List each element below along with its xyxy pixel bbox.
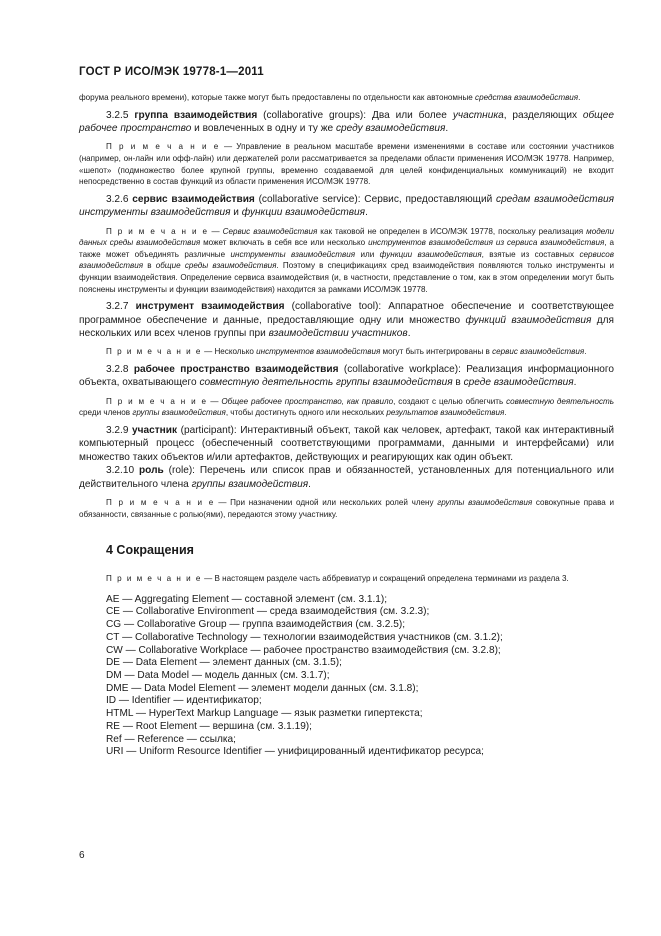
abbreviation-item: CG — Collaborative Group — группа взаимодействия (см. 3.2.5); xyxy=(106,619,406,631)
abbreviation-item: DM — Data Model — модель данных (см. 3.1.7); xyxy=(106,670,330,681)
document-body xyxy=(79,92,614,759)
abbreviation-item: CE — Collaborative Environment — среда взаимодействия (см. 3.2.3); xyxy=(106,606,430,618)
note-3-2-8: П р и м е ч а н и е — Общее рабочее пространство, как правило, создают с целью облегчить совместную деятельность среди членов группы взаимодействия, чтобы достигнуть одного или нескольких результатов взаимодействия. xyxy=(79,396,615,418)
abbreviation-item: ID — Identifier — идентификатор; xyxy=(106,695,262,707)
term-3-2-6: 3.2.6 сервис взаимодействия (collaborative service): Сервис, предоставляющий средам взаимодействия инструменты взаимодействия и функции взаимодействия. xyxy=(79,193,614,219)
abbreviation-item: DE — Data Element — элемент данных (см. 3.1.5); xyxy=(106,657,342,669)
note-3-2-5: П р и м е ч а н и е — Управление в реальном масштабе времени изменениями в составе или состоянии участников (например, он-лайн или офф-лайн) или держателей роли рассматривается за пределами области применения ИСО/МЭК 19778. Например, «шепот» (подмножество более крупной группы, временно создаваемой для целей конфиденциальных коммуникаций) не входит непосредственно в состав функций из области применения ИСО/МЭК 19778. xyxy=(79,142,614,187)
note-3-2-7: П р и м е ч а н и е — Несколько инструментов взаимодействия могут быть интегрированы в сервис взаимодействия. xyxy=(106,347,587,357)
term-3-2-7: 3.2.7 инструмент взаимодействия (collaborative tool): Аппаратное обеспечение и соответствующее программное обеспечение и данные, предоставляющие одну или множество функций взаимодействия для нескольких или всех членов группы при взаимодействии участников. xyxy=(79,301,614,339)
abbreviation-item: Ref — Reference — ссылка; xyxy=(106,733,236,745)
abbreviation-item: CW — Collaborative Workplace — рабочее пространство взаимодействия (см. 3.2.8); xyxy=(106,644,501,656)
note-3-2-10: П р и м е ч а н и е — При назначении одной или нескольких ролей члену группы взаимодействия совокупные права и обязанности, связанные с ролью(ями), передаются этому участнику. xyxy=(79,498,615,519)
section-4-heading: 4 Сокращения xyxy=(106,543,194,558)
term-3-2-5: 3.2.5 группа взаимодействия (collaborative groups): Два или более участника, разделяющих общее рабочее пространство и вовлеченных в одну и ту же среду взаимодействия. xyxy=(79,109,614,134)
term-3-2-8: 3.2.8 рабочее пространство взаимодействия (collaborative workplace): Реализация информационного объекта, охватывающего совместную деятельность группы взаимодействия в среде взаимодействия. xyxy=(79,363,614,389)
abbreviation-item: URI — Uniform Resource Identifier — унифицированный идентификатор ресурса; xyxy=(106,746,484,758)
term-3-2-9: 3.2.9 участник (participant): Интерактивный объект, такой как человек, артефакт, такой как интерактивный компьютерный процесс (обеспеченный соответствующими программами, данными и интерфейсами) или множество таких объектов и/или артефактов, действующих и реагирующих как один объект. xyxy=(79,424,614,463)
abbreviation-item: DME — Data Model Element — элемент модели данных (см. 3.1.8); xyxy=(106,682,419,694)
document-header: ГОСТ Р ИСО/МЭК 19778-1—2011 xyxy=(79,66,264,78)
continuation-paragraph: форума реального времени), которые также могут быть предоставлены по отдельности как автономные средства взаимодействия. xyxy=(79,93,581,102)
page-number: 6 xyxy=(79,850,85,861)
abbreviation-item: CT — Collaborative Technology — технологии взаимодействия участников (см. 3.1.2); xyxy=(106,631,503,643)
abbreviation-list xyxy=(79,594,614,759)
section-4-note: П р и м е ч а н и е — В настоящем разделе часть аббревиатур и сокращений определена терминами из раздела 3. xyxy=(106,574,569,584)
abbreviation-item: RE — Root Element — вершина (см. 3.1.19); xyxy=(106,720,312,732)
abbreviation-item: AE — Aggregating Element — составной элемент (см. 3.1.1); xyxy=(106,593,388,605)
note-3-2-6: П р и м е ч а н и е — Сервис взаимодействия как таковой не определен в ИСО/МЭК 19778, поскольку реализация модели данных среды взаимодействия может включать в себя все или несколько инструментов взаимодействия из сервиса взаимодействия, а также может объединять различные инструменты взаимодействия или функции взаимодействия, взятые из составных сервисов взаимодействия в общие среды взаимодействия. Поэтому в спецификациях сред взаимодействия появляются только инструменты и функции взаимодействия. Определение сервиса взаимодействия (и, в частности, представление о том, как в этом определении могут быть пояснены инструменты и функции взаимодействия) находится за рамками ИСО/МЭК 19778. xyxy=(79,226,615,294)
abbreviation-item: HTML — HyperText Markup Language — язык разметки гипертекста; xyxy=(106,708,423,720)
term-3-2-10: 3.2.10 роль (role): Перечень или список прав и обязанностей, установленных для потенциального или действительного члена группы взаимодействия. xyxy=(79,465,614,490)
